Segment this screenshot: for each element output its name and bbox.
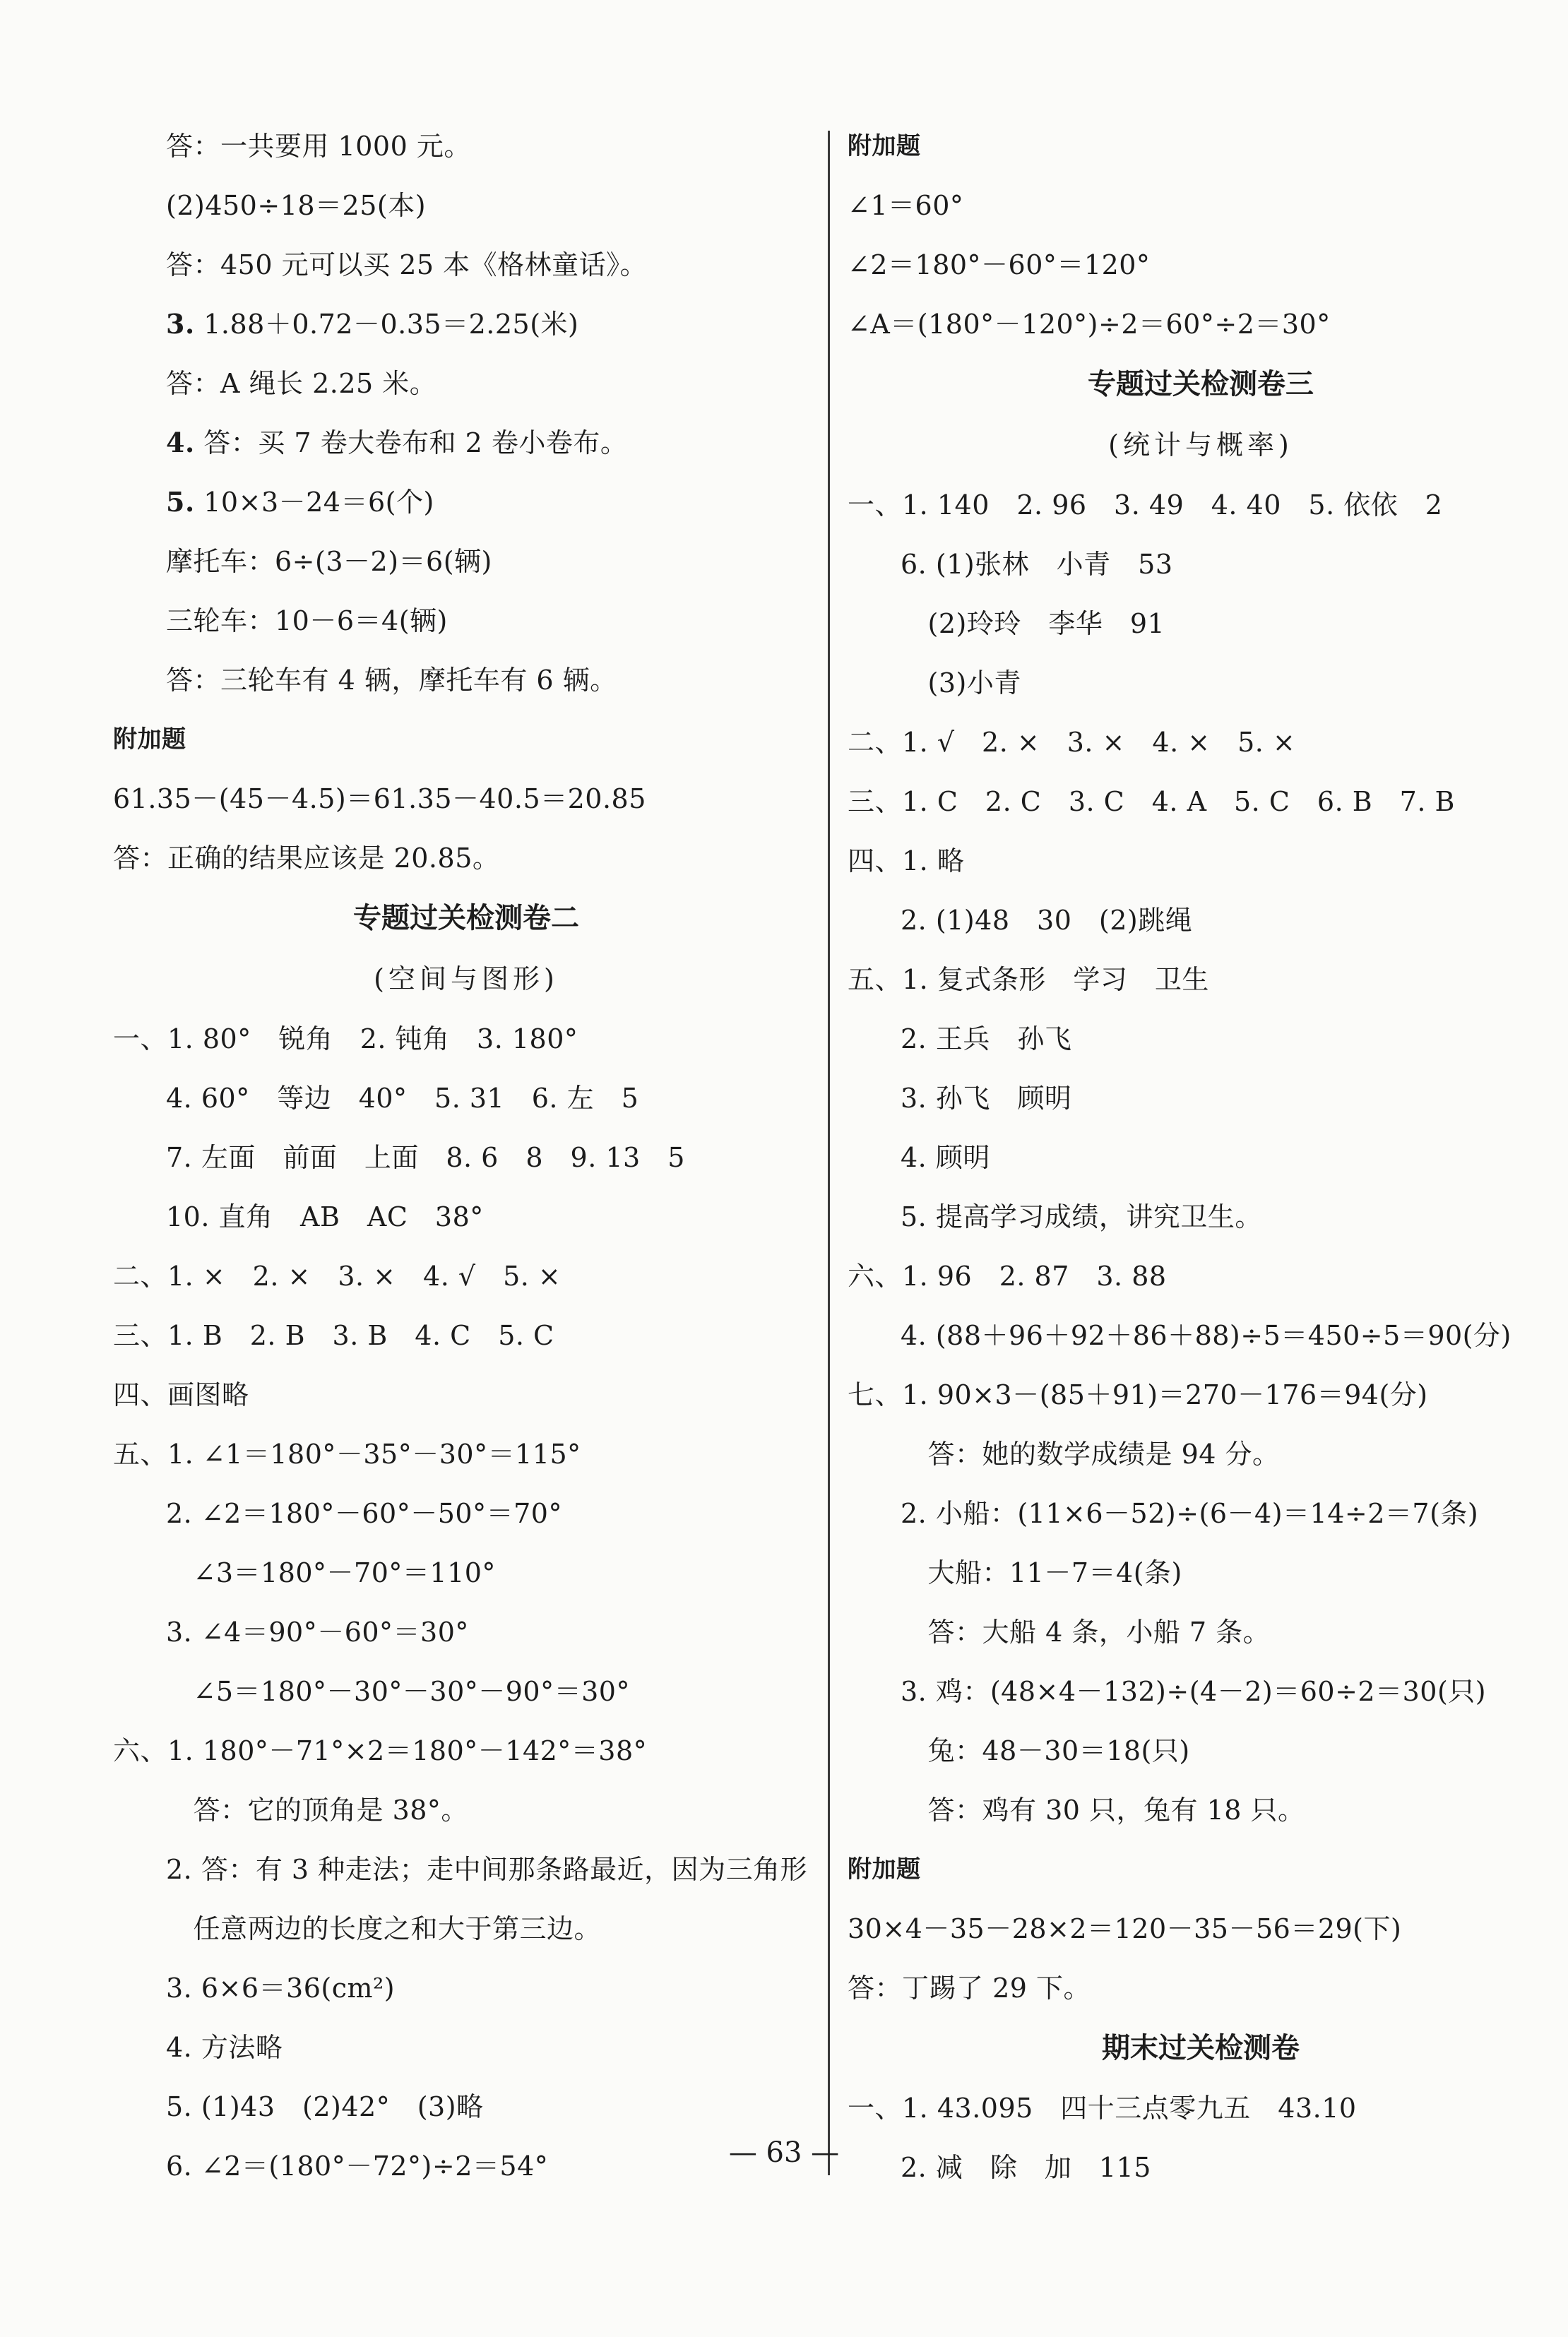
answer-line: 3. 孙飞 顾明	[901, 1083, 1072, 1114]
item-number: 3.	[166, 308, 195, 340]
answer-line: 2. 小船：(11×6－52)÷(6－4)＝14÷2＝7(条)	[901, 1498, 1479, 1529]
answer-line: 5. 提高学习成绩，讲究卫生。	[901, 1201, 1262, 1232]
section-subtitle: (空间与图形)	[374, 963, 559, 994]
answer-line: 三轮车：10－6＝4(辆)	[166, 605, 448, 636]
answer-line: 一、1. 43.095 四十三点零九五 43.10	[848, 2093, 1357, 2124]
column-divider	[828, 131, 830, 2175]
answer-line: 答：三轮车有 4 辆，摩托车有 6 辆。	[166, 665, 617, 696]
answer-line: 2. 减 除 加 115	[901, 2152, 1151, 2183]
answer-line: 四、画图略	[113, 1379, 249, 1410]
answer-line: 兔：48－30＝18(只)	[901, 1735, 1190, 1766]
answer-line: 大船：11－7＝4(条)	[901, 1557, 1182, 1588]
bonus-heading: 附加题	[113, 725, 186, 754]
answer-line: 4. 方法略	[166, 2032, 283, 2063]
answer-line: 答：鸡有 30 只，兔有 18 只。	[901, 1795, 1305, 1826]
answer-line: 7. 左面 前面 上面 8. 6 8 9. 13 5	[166, 1142, 685, 1173]
answer-line: 答：它的顶角是 38°。	[166, 1795, 468, 1826]
answer-line: 二、1. √ 2. × 3. × 4. × 5. ×	[848, 727, 1296, 758]
answer-line: 六、1. 180°－71°×2＝180°－142°＝38°	[113, 1735, 648, 1766]
page-number: — 63 —	[728, 2136, 840, 2169]
answer-line: 一、1. 80° 锐角 2. 钝角 3. 180°	[113, 1023, 578, 1054]
section-subtitle: (统计与概率)	[1108, 429, 1293, 460]
answer-line: 答：正确的结果应该是 20.85。	[113, 843, 500, 874]
bonus-heading: 附加题	[848, 1855, 921, 1884]
answer-line: 答：A 绳长 2.25 米。	[166, 368, 437, 399]
left-column	[113, 117, 819, 2196]
answer-line: 2. ∠2＝180°－60°－50°＝70°	[166, 1498, 562, 1529]
section-title: 专题过关检测卷二	[353, 901, 579, 934]
section-title: 期末过关检测卷	[1102, 2031, 1300, 2064]
answer-line: ∠5＝180°－30°－30°－90°＝30°	[166, 1676, 630, 1707]
answer-line: 2. (1)48 30 (2)跳绳	[901, 905, 1193, 936]
answer-line: 2. 答：有 3 种走法；走中间那条路最近，因为三角形	[166, 1854, 808, 1885]
answer-line: 4. 顾明	[901, 1142, 990, 1173]
answer-line: 五、1. 复式条形 学习 卫生	[848, 964, 1209, 995]
answer-line: (2)450÷18＝25(本)	[166, 190, 427, 221]
answer-line: 6. (1)张林 小青 53	[901, 549, 1173, 580]
item-text: 答：买 7 卷大卷布和 2 卷小卷布。	[194, 427, 628, 458]
answer-line: ∠1＝60°	[848, 190, 964, 221]
answer-line: 3. 鸡：(48×4－132)÷(4－2)＝60÷2＝30(只)	[901, 1676, 1487, 1707]
item-number: 5.	[166, 486, 195, 518]
item-text: 1.88＋0.72－0.35＝2.25(米)	[194, 309, 579, 340]
answer-line: 4. 60° 等边 40° 5. 31 6. 左 5	[166, 1083, 639, 1114]
answer-line: 61.35－(45－4.5)＝61.35－40.5＝20.85	[113, 783, 646, 814]
item-number: 4.	[166, 427, 195, 458]
right-column	[848, 117, 1554, 2197]
answer-line: 七、1. 90×3－(85＋91)＝270－176＝94(分)	[848, 1379, 1428, 1410]
answer-line: 3. ∠4＝90°－60°＝30°	[166, 1617, 469, 1648]
answer-line: 4. (88＋96＋92＋86＋88)÷5＝450÷5＝90(分)	[901, 1320, 1511, 1351]
answer-line: 3. 6×6＝36(cm²)	[166, 1973, 396, 2004]
answer-line: ∠3＝180°－70°＝110°	[166, 1557, 496, 1588]
answer-line: ∠2＝180°－60°＝120°	[848, 249, 1151, 280]
answer-line: 答：一共要用 1000 元。	[166, 131, 471, 162]
answer-line: 6. ∠2＝(180°－72°)÷2＝54°	[166, 2151, 549, 2182]
answer-line	[113, 472, 819, 532]
answer-line: 五、1. ∠1＝180°－35°－30°＝115°	[113, 1439, 581, 1470]
answer-line: 六、1. 96 2. 87 3. 88	[848, 1261, 1167, 1292]
bonus-heading: 附加题	[848, 132, 921, 160]
answer-line: 5. (1)43 (2)42° (3)略	[166, 2091, 484, 2122]
section-title: 专题过关检测卷三	[1088, 367, 1314, 400]
answer-line: 答：450 元可以买 25 本《格林童话》。	[166, 249, 648, 280]
answer-line: 三、1. C 2. C 3. C 4. A 5. C 6. B 7. B	[848, 786, 1455, 817]
answer-line: 2. 王兵 孙飞	[901, 1023, 1072, 1054]
answer-line: ∠A＝(180°－120°)÷2＝60°÷2＝30°	[848, 309, 1331, 340]
answer-line	[113, 413, 819, 472]
answer-line: 答：她的数学成绩是 94 分。	[901, 1439, 1280, 1470]
answer-line: 一、1. 140 2. 96 3. 49 4. 40 5. 依依 2	[848, 489, 1443, 521]
answer-line: 任意两边的长度之和大于第三边。	[166, 1913, 602, 1944]
item-text: 10×3－24＝6(个)	[194, 487, 434, 518]
answer-line: 答：丁踢了 29 下。	[848, 1973, 1091, 2004]
answer-line: 10. 直角 AB AC 38°	[166, 1201, 484, 1232]
answer-line: (2)玲玲 李华 91	[901, 608, 1165, 639]
answer-line: 二、1. × 2. × 3. × 4. √ 5. ×	[113, 1261, 562, 1292]
answer-line: 30×4－35－28×2＝120－35－56＝29(下)	[848, 1913, 1402, 1944]
answer-line: 摩托车：6÷(3－2)＝6(辆)	[166, 546, 492, 577]
answer-line: 三、1. B 2. B 3. B 4. C 5. C	[113, 1320, 554, 1351]
answer-line: 四、1. 略	[848, 845, 965, 876]
answer-line	[113, 295, 819, 354]
answer-line: 答：大船 4 条，小船 7 条。	[901, 1617, 1271, 1648]
answer-line: (3)小青	[901, 667, 1021, 698]
